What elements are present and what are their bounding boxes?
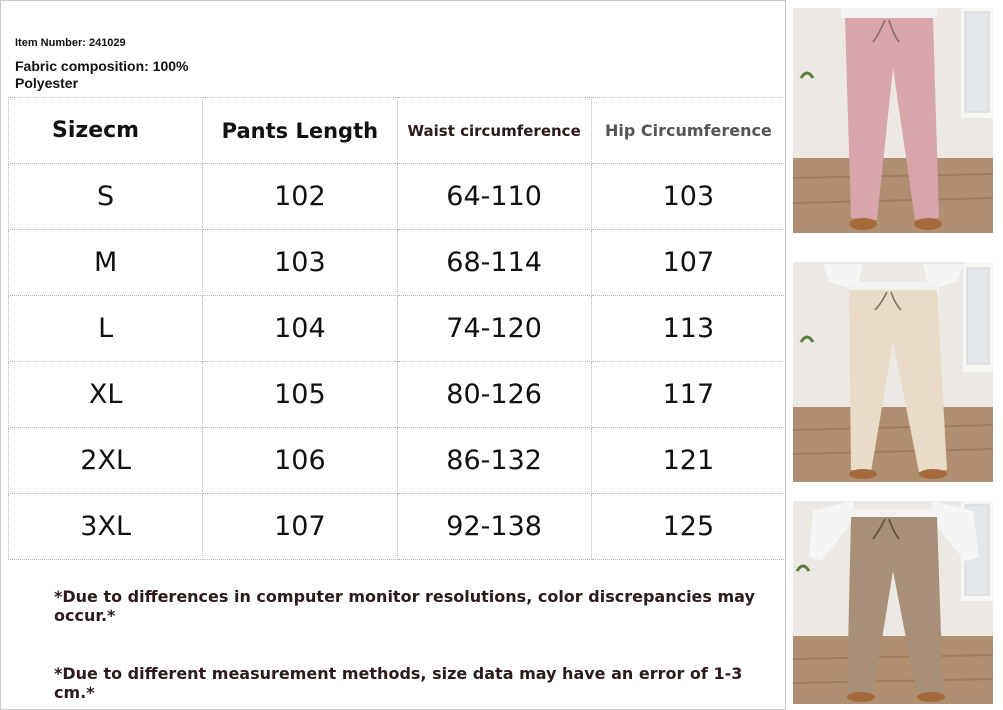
hip-cell: 107 (591, 230, 785, 296)
waist-cell: 68-114 (397, 230, 591, 296)
table-header-row (9, 98, 786, 164)
table-row (9, 230, 786, 296)
column-header-size: Sizecm (9, 98, 203, 164)
table-row (9, 428, 786, 494)
table-row (9, 164, 786, 230)
length-cell: 102 (203, 164, 397, 230)
size-cell: M (9, 230, 203, 296)
length-cell: 105 (203, 362, 397, 428)
size-cell: S (9, 164, 203, 230)
note-measurement-disclaimer: *Due to different measurement methods, size data may have an error of 1-3 cm.* (54, 664, 743, 702)
size-cell: XL (9, 362, 203, 428)
waist-cell: 86-132 (397, 428, 591, 494)
hip-cell: 103 (591, 164, 785, 230)
hip-cell: 125 (591, 494, 785, 560)
hip-cell: 121 (591, 428, 785, 494)
hip-cell: 113 (591, 296, 785, 362)
length-cell: 106 (203, 428, 397, 494)
size-table (8, 97, 786, 560)
waist-cell: 64-110 (397, 164, 591, 230)
waist-cell: 74-120 (397, 296, 591, 362)
column-header-waist: Waist circumference (397, 98, 591, 164)
table-row (9, 296, 786, 362)
note-color-disclaimer: *Due to differences in computer monitor resolutions, color discrepancies may occur.* (54, 587, 755, 625)
column-header-pants-length: Pants Length (203, 98, 397, 164)
size-cell: 3XL (9, 494, 203, 560)
table-row (9, 362, 786, 428)
size-cell: L (9, 296, 203, 362)
product-photo-beige (793, 262, 993, 482)
size-cell: 2XL (9, 428, 203, 494)
item-number: Item Number: 241029 (15, 37, 126, 49)
length-cell: 103 (203, 230, 397, 296)
column-header-hip: Hip Circumference (591, 98, 785, 164)
notes-section (8, 558, 786, 710)
table-row (9, 494, 786, 560)
waist-cell: 80-126 (397, 362, 591, 428)
product-photo-pink (793, 8, 993, 233)
waist-cell: 92-138 (397, 494, 591, 560)
hip-cell: 117 (591, 362, 785, 428)
length-cell: 107 (203, 494, 397, 560)
fabric-composition: Fabric composition: 100% Polyester (15, 58, 189, 91)
product-photo-brown (793, 501, 993, 704)
length-cell: 104 (203, 296, 397, 362)
